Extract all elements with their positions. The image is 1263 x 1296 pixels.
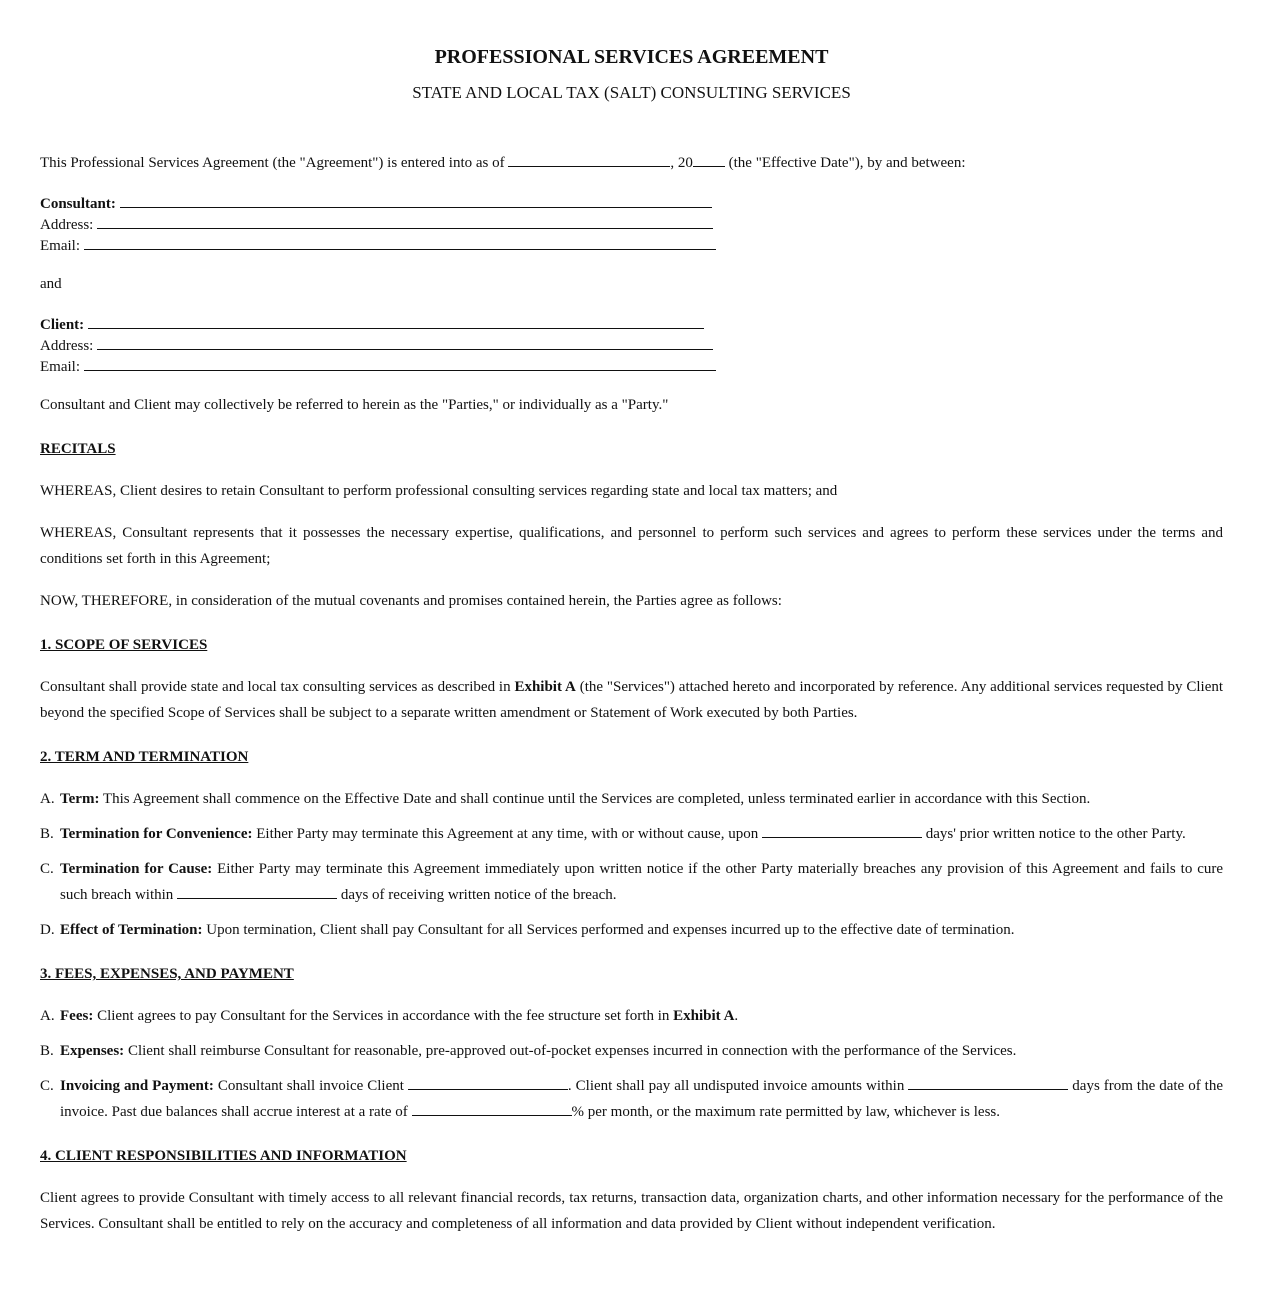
- consultant-email-label: Email:: [40, 238, 80, 254]
- consultant-name-line[interactable]: [120, 192, 712, 208]
- section-2d: D. Effect of Termination: Upon termination, Client shall pay Consultant for all Services performed and expenses incurred up to the effective date of termination.: [40, 922, 1015, 938]
- consultant-label: Consultant:: [40, 196, 116, 212]
- section-1-text: Consultant shall provide state and local tax consulting services as described in Exhibit A (the "Services") attached hereto and incorporated by reference. Any additional services requested by Client beyond the specified Scope of Services shall be subject to a separate written amendment or Statement of Work executed by both Parties.: [40, 679, 1224, 721]
- client-name-line[interactable]: [88, 313, 704, 329]
- consultant-block: [40, 192, 1223, 255]
- section-2b: B. Termination for Convenience: Either Party may terminate this Agreement at any time, with or without cause, upon days' prior written notice to the other Party.: [40, 821, 1223, 847]
- parties-paragraph: Consultant and Client may collectively be referred to herein as the "Parties," or individually as a "Party.": [40, 397, 669, 413]
- client-address-line[interactable]: [97, 334, 713, 350]
- intro-paragraph: This Professional Services Agreement (the "Agreement") is entered into as of , 20 (the "Effective Date"), by and between:: [40, 150, 1223, 176]
- whereas-1: WHEREAS, Client desires to retain Consultant to perform professional consulting services regarding state and local tax matters; and: [40, 483, 838, 499]
- section-3b: B. Expenses: Client shall reimburse Consultant for reasonable, pre-approved out-of-pocket expenses incurred in connection with the performance of the Services.: [40, 1043, 1017, 1059]
- section-2a: A. Term: This Agreement shall commence on the Effective Date and shall continue until the Services are completed, unless terminated earlier in accordance with this Section.: [40, 791, 1091, 807]
- effective-date-blank[interactable]: [508, 151, 670, 167]
- section-4-text: Client agrees to provide Consultant with timely access to all relevant financial records, tax returns, transaction data, organization charts, and other information necessary for the performance of the Services. Consultant shall be entitled to rely on the accuracy and completeness of all information and data provided by Client without independent verification.: [40, 1190, 1223, 1232]
- section-4-heading: 4. CLIENT RESPONSIBILITIES AND INFORMATION: [40, 1148, 407, 1164]
- whereas-2: WHEREAS, Consultant represents that it possesses the necessary expertise, qualifications, and personnel to perform such services and agrees to perform these services under the terms and conditions set forth in this Agreement;: [40, 525, 1223, 567]
- section-2-heading: 2. TERM AND TERMINATION: [40, 749, 249, 765]
- recitals-heading: RECITALS: [40, 441, 116, 457]
- invoice-frequency-blank[interactable]: [408, 1074, 568, 1090]
- notice-days-blank[interactable]: [762, 822, 922, 838]
- client-block: [40, 313, 1223, 376]
- document-subtitle: STATE AND LOCAL TAX (SALT) CONSULTING SERVICES: [412, 83, 851, 102]
- document-title: PROFESSIONAL SERVICES AGREEMENT: [434, 46, 829, 68]
- section-2c: C. Termination for Cause: Either Party may terminate this Agreement immediately upon written notice if the other Party materially breaches any provision of this Agreement and fails to cure such breach within days of receiving written notice of the breach.: [40, 861, 1223, 903]
- section-3c: C. Invoicing and Payment: Consultant shall invoice Client . Client shall pay all undisputed invoice amounts within days from the date of the invoice. Past due balances shall accrue interest at a rate of % per month, or the maximum rate permitted by law, whichever is less.: [40, 1073, 1223, 1125]
- and-text: and: [40, 276, 62, 292]
- year-blank[interactable]: [693, 151, 725, 167]
- section-3a: A. Fees: Client agrees to pay Consultant for the Services in accordance with the fee structure set forth in Exhibit A.: [40, 1008, 739, 1024]
- client-address-label: Address:: [40, 338, 94, 354]
- section-3-heading: 3. FEES, EXPENSES, AND PAYMENT: [40, 966, 294, 982]
- client-email-line[interactable]: [84, 355, 716, 371]
- section-1-heading: 1. SCOPE OF SERVICES: [40, 637, 208, 653]
- consultant-email-line[interactable]: [84, 234, 716, 250]
- consultant-address-line[interactable]: [97, 213, 713, 229]
- client-label: Client:: [40, 317, 85, 333]
- cure-days-blank[interactable]: [177, 883, 337, 899]
- now-therefore: NOW, THEREFORE, in consideration of the mutual covenants and promises contained herein, the Parties agree as follows:: [40, 593, 782, 609]
- interest-rate-blank[interactable]: [412, 1100, 572, 1116]
- client-email-label: Email:: [40, 359, 80, 375]
- consultant-address-label: Address:: [40, 217, 94, 233]
- payment-days-blank[interactable]: [908, 1074, 1068, 1090]
